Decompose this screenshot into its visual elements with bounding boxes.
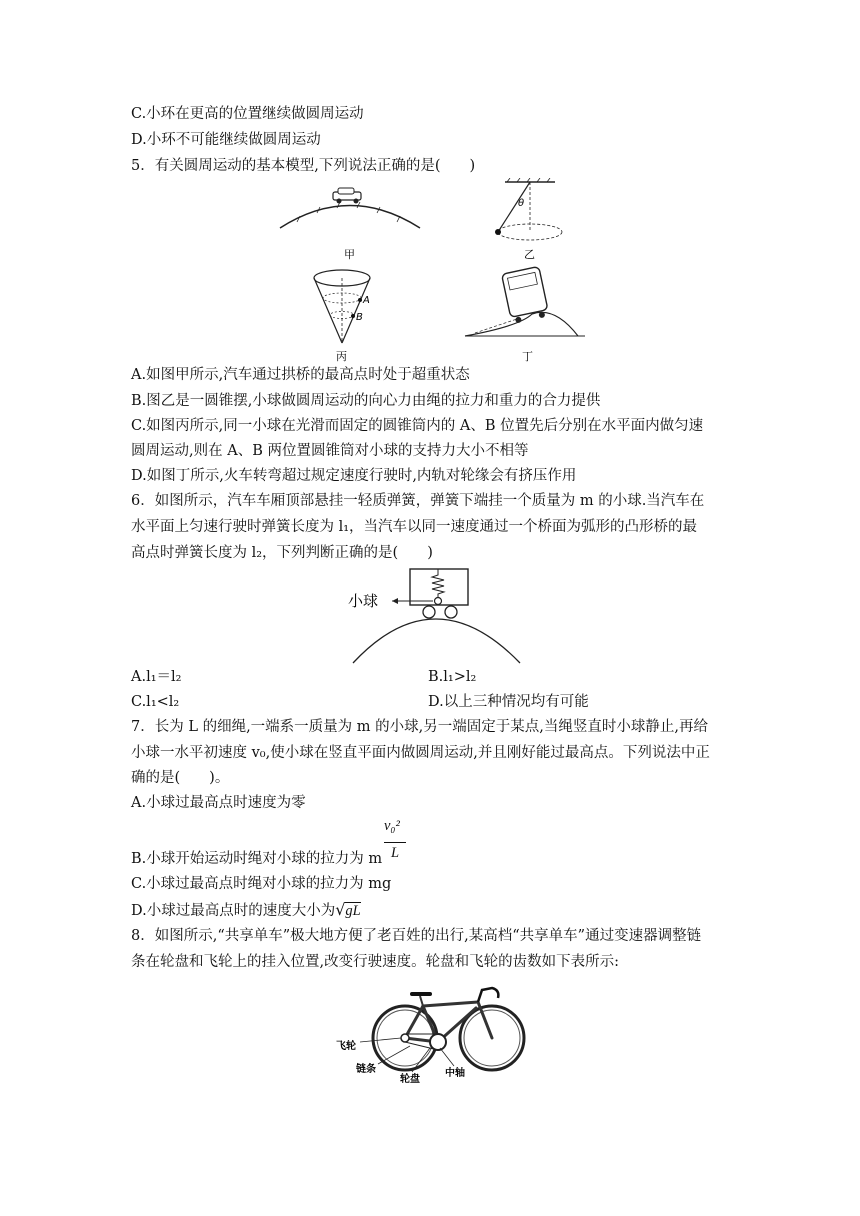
pendulum-ball bbox=[495, 229, 501, 235]
fig-label-yi: 乙 bbox=[524, 248, 535, 261]
wheel-right bbox=[445, 606, 457, 618]
sqrt-content: gL bbox=[345, 903, 361, 919]
q6-stem-line2: 水平面上匀速行驶时弹簧长度为 l₁，当汽车以同一速度通过一个桥面为弧形的凸形桥的最 bbox=[131, 519, 698, 535]
fig-label-bing: 丙 bbox=[336, 350, 347, 363]
q5-option-c-line1: C.如图丙所示,同一小球在光滑而固定的圆锥筒内的 A、B 位置先后分别在水平面内做匀速 bbox=[131, 418, 704, 434]
fig-label-ball: 小球 bbox=[348, 592, 379, 610]
q5-option-d: D.如图丁所示,火车转弯超过规定速度行驶时,内轨对轮缘会有挤压作用 bbox=[131, 468, 577, 484]
q7-stem-line2: 小球一水平初速度 v₀,使小球在竖直平面内做圆周运动,并且刚好能过最高点。下列说法中正 bbox=[131, 745, 710, 761]
q4-option-d: D.小环不可能继续做圆周运动 bbox=[131, 132, 321, 148]
label-chain: 链条 bbox=[356, 1064, 376, 1075]
fig-label-ding: 丁 bbox=[522, 350, 533, 363]
q7-option-b: B.小球开始运动时绳对小球的拉力为 m bbox=[131, 851, 383, 867]
q7-option-d-text: D.小球过最高点时的速度大小为 bbox=[131, 903, 336, 919]
q5-figure bbox=[270, 178, 590, 363]
q6-figure bbox=[340, 565, 530, 665]
label-flywheel: 飞轮 bbox=[336, 1041, 356, 1052]
q7-option-c: C.小球过最高点时绳对小球的拉力为 mg bbox=[131, 876, 392, 892]
q6-stem-line3: 高点时弹簧长度为 l₂，下列判断正确的是( ) bbox=[131, 545, 433, 561]
q7-fraction-numerator: v₀² bbox=[384, 818, 400, 834]
q7-stem-line3: 确的是( )。 bbox=[131, 770, 230, 786]
q7-option-a: A.小球过最高点时速度为零 bbox=[131, 795, 306, 811]
q8-bicycle-figure bbox=[330, 976, 530, 1088]
label-axle: 中轴 bbox=[445, 1068, 465, 1079]
q8-stem-line1: 8．如图所示,“共享单车”极大地方便了老百姓的出行,某高档“共享单车”通过变速器调整链 bbox=[131, 928, 702, 944]
q5-option-a: A.如图甲所示,汽车通过拱桥的最高点时处于超重状态 bbox=[131, 367, 470, 383]
fig-label-B: B bbox=[356, 312, 363, 323]
q4-option-c: C.小环在更高的位置继续做圆周运动 bbox=[131, 106, 364, 122]
q6-option-b: B.l₁>l₂ bbox=[428, 669, 477, 685]
sqrt-symbol: √ bbox=[335, 900, 346, 919]
q6-option-c: C.l₁<l₂ bbox=[131, 694, 180, 710]
q6-option-a: A.l₁＝l₂ bbox=[131, 669, 182, 685]
car-icon bbox=[333, 188, 361, 204]
fig-label-jia: 甲 bbox=[344, 248, 355, 261]
q7-fraction-denominator: L bbox=[391, 845, 400, 861]
q5-option-c-line2: 圆周运动,则在 A、B 两位置圆锥筒对小球的支持力大小不相等 bbox=[131, 443, 529, 459]
fraction-bar bbox=[384, 842, 406, 843]
fig-label-A: A bbox=[363, 295, 370, 306]
q6-option-d: D.以上三种情况均有可能 bbox=[428, 694, 589, 710]
q5-stem: 5．有关圆周运动的基本模型,下列说法正确的是( ) bbox=[131, 158, 476, 174]
q7-stem-line1: 7．长为 L 的细绳,一端系一质量为 m 的小球,另一端固定于某点,当绳竖直时小球静止,再给 bbox=[131, 719, 708, 735]
wheel-left bbox=[423, 606, 435, 618]
label-chainring: 轮盘 bbox=[400, 1074, 420, 1085]
train-icon bbox=[502, 266, 550, 324]
q5-option-b: B.图乙是一圆锥摆,小球做圆周运动的向心力由绳的拉力和重力的合力提供 bbox=[131, 393, 601, 409]
fig-label-theta: θ bbox=[518, 198, 525, 209]
q7-option-d bbox=[131, 899, 361, 922]
q8-stem-line2: 条在轮盘和飞轮上的挂入位置,改变行驶速度。轮盘和飞轮的齿数如下表所示: bbox=[131, 954, 619, 970]
q6-stem-line1: 6．如图所示，汽车车厢顶部悬挂一轻质弹簧，弹簧下端挂一个质量为 m 的小球.当汽车在 bbox=[131, 493, 705, 509]
